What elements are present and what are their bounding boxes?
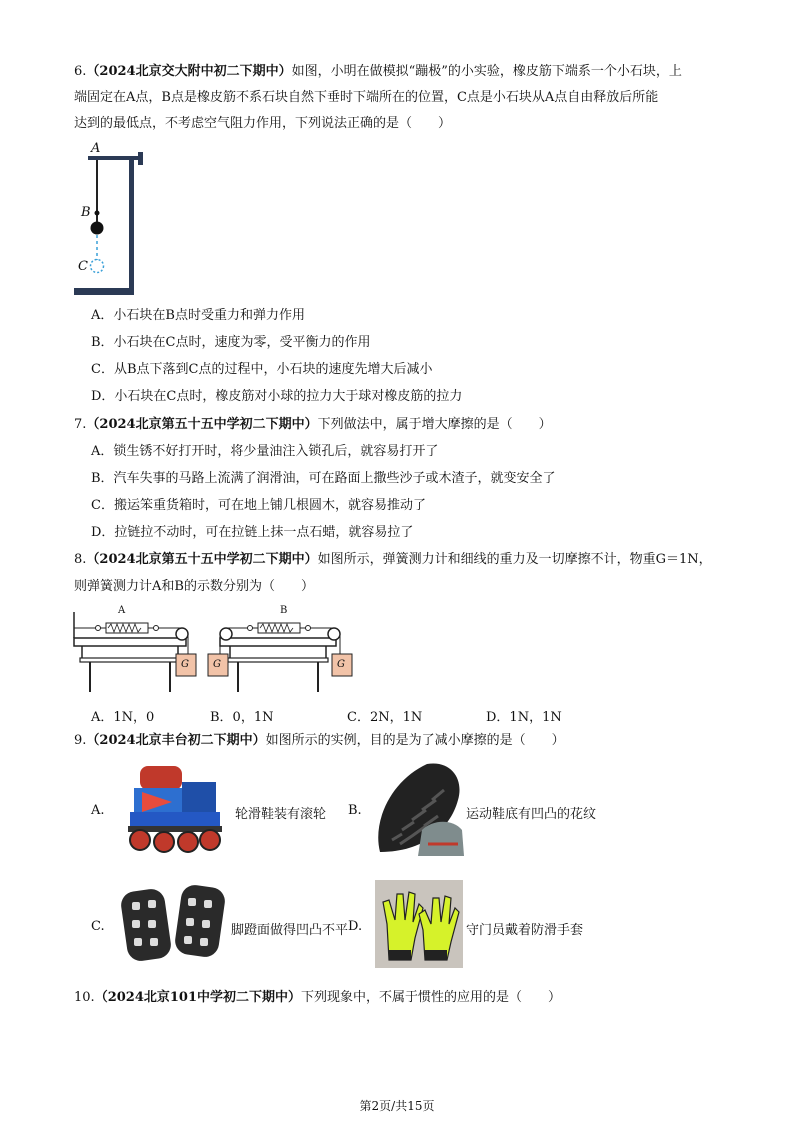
q6-option-b: B．小石块在C点时，速度为零，受平衡力的作用 [91,335,371,350]
q8-number: 8. [74,552,87,567]
q9-number: 9. [74,733,87,748]
pulley-1 [176,628,188,640]
q10-line [74,990,561,1006]
inline-skate-image [120,762,230,854]
q7-line [74,417,552,433]
q6-stem-2: 端固定在A点，B点是橡皮筋不系石块自然下垂时下端所在的位置，C点是小石块从A点自由释放后所能 [74,90,659,105]
q8-line-1 [74,552,712,568]
q7-option-a: A．锁生锈不好打开时，将少量油注入锁孔后，就容易打开了 [91,444,439,459]
sneaker-sole-image [372,760,466,860]
q6-figure-stand [70,140,160,300]
q8-option-a: A．1N，0 [91,710,155,725]
q7-number: 7. [74,417,87,432]
q9-option-c-text: 脚蹬面做得凹凸不平 [231,923,349,938]
q9-option-b-letter: B. [348,803,362,818]
point-c-circle [91,260,104,273]
q9-option-d-text: 守门员戴着防滑手套 [466,923,584,938]
q6-number: 6. [74,64,87,79]
q8-figure-tables [70,602,370,697]
q6-label-b: B [81,205,91,220]
q9-option-b-text: 运动鞋底有凹凸的花纹 [466,807,597,822]
q8-option-d: D．1N，1N [486,710,562,725]
stand-arm [88,156,140,160]
q9-option-a-letter: A. [91,803,105,818]
q9-option-a-text: 轮滑鞋装有滚轮 [235,807,327,822]
q6-source: （2024北京交大附中初二下期中） [86,64,292,79]
q10-source: （2024北京101中学初二下期中） [94,990,302,1005]
q6-stem-3: 达到的最低点，不考虑空气阻力作用，下列说法正确的是（ ） [74,116,452,131]
q7-stem: 下列做法中，属于增大摩擦的是（ ） [317,417,552,432]
q6-label-c: C [78,259,88,274]
pulley-3 [328,628,340,640]
point-b [95,211,100,216]
q7-option-b: B．汽车失事的马路上流满了润滑油，可在路面上撒些沙子或木渣子，就变安全了 [91,471,556,486]
page-footer: 第2页/共15页 [359,1099,435,1113]
q8-stem-2: 则弹簧测力计A和B的示数分别为（ ） [74,579,314,594]
q6-option-d: D．小石块在C点时，橡皮筋对小球的拉力大于球对橡皮筋的拉力 [91,389,463,404]
q9-stem: 如图所示的实例，目的是为了减小摩擦的是（ ） [265,733,565,748]
q6-line-1 [74,64,682,80]
q9-option-c-letter: C. [91,919,105,934]
q7-option-c: C．搬运笨重货箱时，可在地上铺几根圆木，就容易推动了 [91,498,426,513]
q8-option-c: C．2N，1N [347,710,423,725]
q8-source: （2024北京第五十五中学初二下期中） [86,552,318,567]
q8-label-g1: G [181,659,189,670]
q6-label-a: A [91,141,101,156]
q9-source: （2024北京丰台初二下期中） [86,733,266,748]
q6-stem-1: 如图，小明在做模拟“蹦极”的小实验，橡皮筋下端系一个小石块，上 [291,64,682,79]
q7-option-d: D．拉链拉不动时，可在拉链上抹一点石蜡，就容易拉了 [91,525,414,540]
q10-stem: 下列现象中，不属于惯性的应用的是（ ） [301,990,562,1005]
pulley-2 [220,628,232,640]
q9-line [74,733,565,749]
q8-label-g3: G [337,659,345,670]
stone [91,222,104,235]
q9-option-d-letter: D. [348,919,363,934]
q8-label-a: A [118,605,126,616]
goalkeeper-gloves-image [375,880,463,968]
q8-stem-1: 如图所示，弹簧测力计和细线的重力及一切摩擦不计，物重G＝1N， [317,552,712,567]
q10-number: 10. [74,990,95,1005]
pedals-image [118,880,228,966]
q8-label-b: B [280,605,288,616]
stand-base [74,288,130,295]
q8-option-b: B．0，1N [210,710,274,725]
q7-source: （2024北京第五十五中学初二下期中） [86,417,318,432]
stand-pole [129,156,134,295]
q6-option-c: C．从B点下落到C点的过程中，小石块的速度先增大后减小 [91,362,433,377]
q8-label-g2: G [213,659,221,670]
q6-option-a: A．小石块在B点时受重力和弹力作用 [91,308,305,323]
